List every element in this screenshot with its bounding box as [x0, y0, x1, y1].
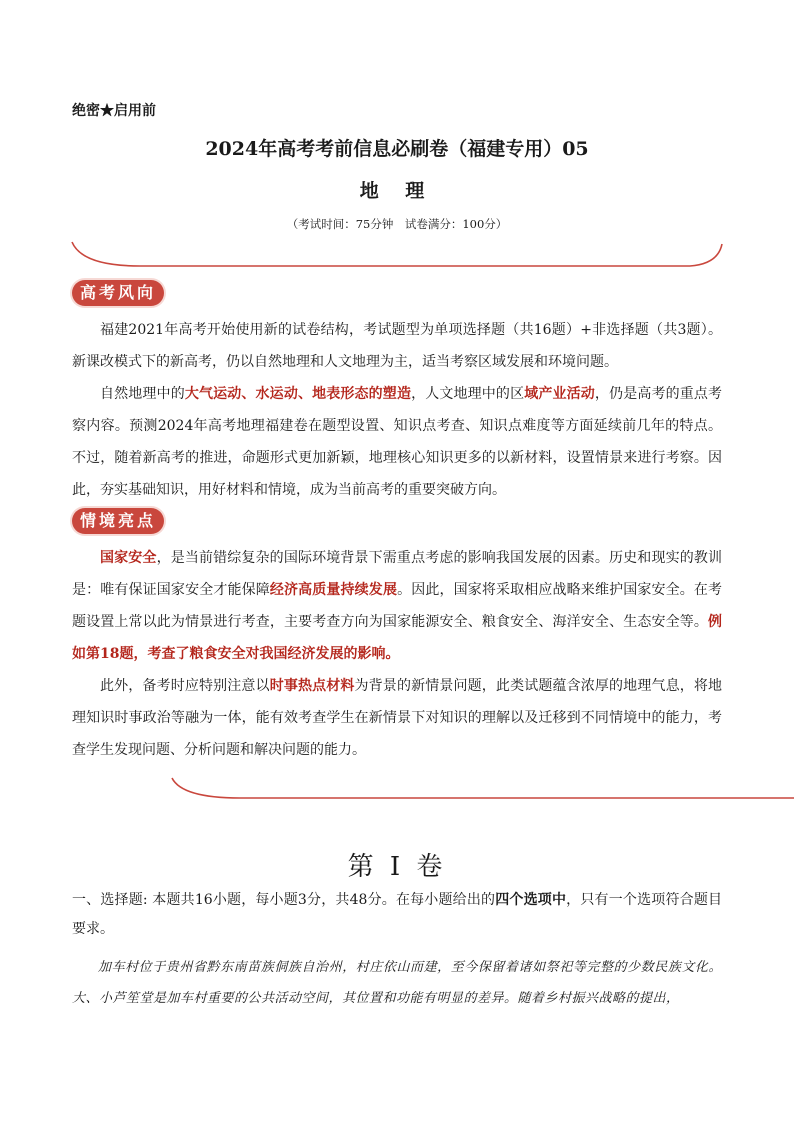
highlight-current-events: 时事热点材料	[269, 678, 355, 694]
trend-p2-text-2: ，人文地理中的区	[411, 386, 525, 402]
subject-title: 地 理	[359, 180, 435, 202]
context-p1-text-2: 。因此，国家将采取相应战略来维护国家安全。在考题设置上常以此为情景进行考查，主要考查方向为国家能源安全、粮食安全、海洋安全、生态安全等。	[72, 582, 723, 630]
highlight-water: 水运动	[255, 386, 298, 402]
instructions-emphasis: 四个选项中	[495, 892, 567, 908]
trend-p2-text: 自然地理中的	[100, 386, 185, 402]
section-end-arc	[172, 778, 794, 798]
volume-title: 第 I 卷	[347, 852, 447, 882]
instructions-text: 一、选择题: 本题共16小题，每小题3分，共48分。在每小题给出的	[72, 892, 496, 908]
highlight-question-18: 例如第18题，考查了粮食安全对我国经济发展的影响。	[72, 614, 722, 662]
question-instructions	[72, 886, 722, 944]
confidential-label: 绝密★启用前	[72, 103, 156, 119]
context-paragraph-1	[72, 542, 722, 670]
context-p1-text: ，是当前错综复杂的国际环境背景下需重点考虑的影响我国发展的因素。历史和现实的教训是：唯有保证国家安全才能保障	[72, 550, 723, 598]
highlight-atmosphere: 大气运动	[184, 386, 242, 402]
trend-p2-text-3: ，仍是高考的重点考察内容。预测2024年高考地理福建卷在题型设置、知识点考查、知识点难度等方面延续前几年的特点。不过，随着新高考的推进，命题形式更加新颖，地理核心知识更多的以新材料，设置情景来进行考察。因此，夯实基础知识，用好材料和情境，成为当前高考的重要突破方向。	[72, 386, 723, 498]
header-divider-arc	[72, 242, 722, 266]
context-paragraph-2	[72, 670, 722, 766]
badge-context-highlight: 情境亮点	[72, 508, 164, 534]
highlight-landform: 地表形态的塑造	[312, 386, 412, 402]
page-title: 2024年高考考前信息必刷卷（福建专用）05	[205, 138, 589, 160]
badge-exam-trend: 高考风向	[72, 280, 164, 306]
trend-paragraph-2	[72, 378, 722, 506]
reading-passage: 加车村位于贵州省黔东南苗族侗族自治州，村庄依山而建，至今保留着诸如祭祀等完整的少数民族文化。大、小芦笙堂是加车村重要的公共活动空间，其位置和功能有明显的差异。随着乡村振兴战略的提出，	[72, 960, 722, 1006]
trend-p1-text: 福建2021年高考开始使用新的试卷结构，考试题型为单项选择题（共16题）+非选择题（共3题）。新课改模式下的新高考，仍以自然地理和人文地理为主，适当考察区域发展和环境问题。	[72, 322, 722, 370]
instructions-text-2: ，只有一个选项符合题目要求。	[72, 892, 722, 937]
exam-info: （考试时间：75分钟 试卷满分：100分）	[286, 217, 508, 231]
trend-p2-sep1: 、	[241, 386, 256, 402]
trend-paragraph-1	[72, 314, 722, 378]
highlight-national-security: 国家安全	[100, 550, 157, 566]
highlight-economy: 经济高质量持续发展	[269, 582, 398, 598]
trend-p2-sep2: 、	[297, 386, 313, 402]
context-p2-text-2: 为背景的新情景问题，此类试题蕴含浓厚的地理气息，将地理知识时事政治等融为一体，能有效考查学生在新情景下对知识的理解以及迁移到不同情境中的能力，考查学生发现问题、分析问题和解决问题的能力。	[72, 678, 723, 758]
context-p2-text: 此外，备考时应特别注意以	[100, 678, 270, 694]
highlight-industry: 域产业活动	[524, 386, 595, 402]
